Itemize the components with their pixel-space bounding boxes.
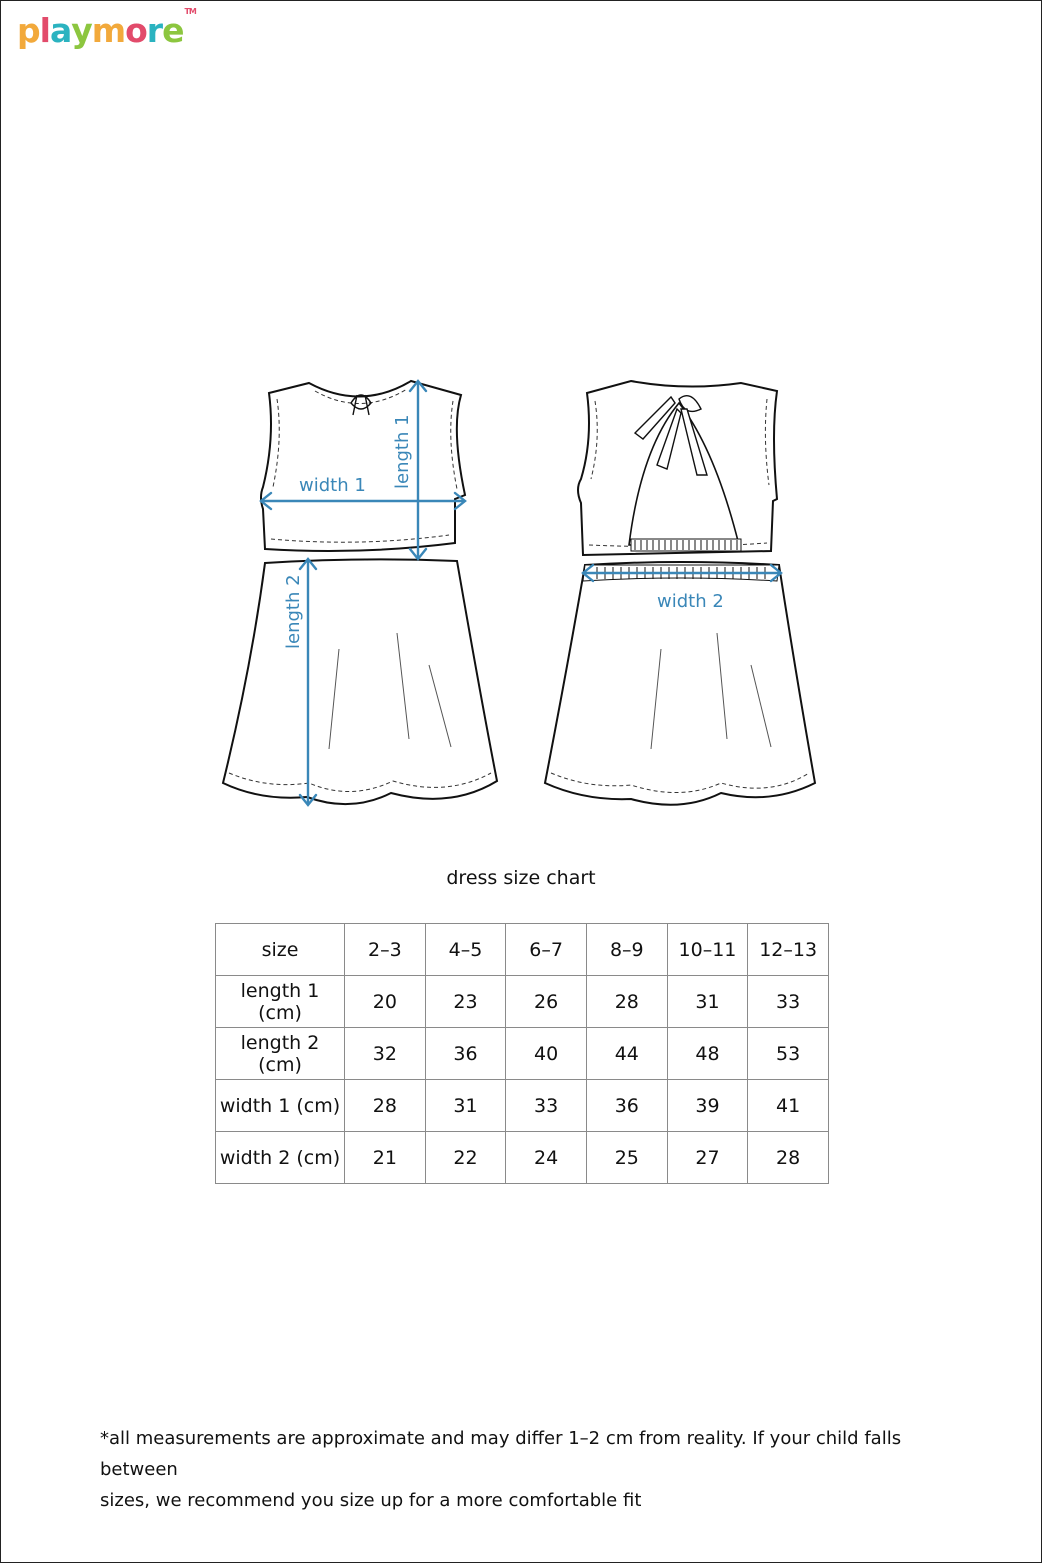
chart-title: dress size chart <box>446 867 596 889</box>
trademark-mark: TM <box>184 7 196 16</box>
measurement-cell: 40 <box>506 1028 587 1080</box>
measurement-cell: 33 <box>748 976 829 1028</box>
table-row <box>216 1132 829 1184</box>
measurement-cell: 27 <box>667 1132 748 1184</box>
front-skirt <box>223 559 497 804</box>
measurement-cell: 25 <box>586 1132 667 1184</box>
logo-letter: l <box>39 11 50 50</box>
measurement-cell: 20 <box>345 976 426 1028</box>
measurement-cell: 28 <box>748 1132 829 1184</box>
width1-label: width 1 <box>299 475 366 496</box>
footnote-line-2: sizes, we recommend you size up for a more comfortable fit <box>100 1490 642 1511</box>
size-column-header: 10–11 <box>667 924 748 976</box>
measurement-cell: 28 <box>586 976 667 1028</box>
measurement-cell: 41 <box>748 1080 829 1132</box>
row-label-cell: width 1 (cm) <box>216 1080 345 1132</box>
length1-label: length 1 <box>392 414 413 489</box>
logo-letter: r <box>146 11 163 50</box>
measurement-cell: 32 <box>345 1028 426 1080</box>
brand-logo <box>17 7 196 50</box>
row-label-cell: length 1 (cm) <box>216 976 345 1028</box>
logo-letter: o <box>125 11 147 50</box>
logo-letter: p <box>17 11 40 50</box>
dress-illustration <box>211 369 831 814</box>
size-column-header: 2–3 <box>345 924 426 976</box>
back-elastic-band-top <box>631 539 741 551</box>
measurement-cell: 28 <box>345 1080 426 1132</box>
size-column-header: 4–5 <box>425 924 506 976</box>
size-header-cell: size <box>216 924 345 976</box>
size-column-header: 8–9 <box>586 924 667 976</box>
table-row <box>216 1028 829 1080</box>
logo-letter: m <box>91 11 126 50</box>
measurement-cell: 48 <box>667 1028 748 1080</box>
table-row <box>216 1080 829 1132</box>
measurement-cell: 36 <box>425 1028 506 1080</box>
header-row <box>216 924 829 976</box>
width2-label: width 2 <box>657 591 724 612</box>
logo-letter: e <box>162 11 184 50</box>
size-column-header: 6–7 <box>506 924 587 976</box>
front-bodice <box>261 381 465 551</box>
row-label-cell: length 2 (cm) <box>216 1028 345 1080</box>
measurement-cell: 31 <box>667 976 748 1028</box>
size-table <box>215 923 829 1184</box>
logo-letter: a <box>49 11 72 50</box>
measurement-cell: 21 <box>345 1132 426 1184</box>
measurement-cell: 23 <box>425 976 506 1028</box>
measurement-cell: 39 <box>667 1080 748 1132</box>
logo-wordmark <box>17 11 183 50</box>
measurement-cell: 31 <box>425 1080 506 1132</box>
measurement-cell: 33 <box>506 1080 587 1132</box>
measurement-cell: 26 <box>506 976 587 1028</box>
length2-label: length 2 <box>283 574 304 649</box>
measurement-cell: 22 <box>425 1132 506 1184</box>
logo-letter: y <box>71 11 92 50</box>
measurement-cell: 44 <box>586 1028 667 1080</box>
row-label-cell: width 2 (cm) <box>216 1132 345 1184</box>
footnote-line-1: *all measurements are approximate and may differ 1–2 cm from reality. If your child falls between <box>100 1428 902 1480</box>
table-row <box>216 976 829 1028</box>
measurement-cell: 36 <box>586 1080 667 1132</box>
size-table-body <box>216 976 829 1184</box>
measurement-cell: 24 <box>506 1132 587 1184</box>
size-column-header: 12–13 <box>748 924 829 976</box>
measurement-cell: 53 <box>748 1028 829 1080</box>
footnote <box>100 1423 950 1516</box>
